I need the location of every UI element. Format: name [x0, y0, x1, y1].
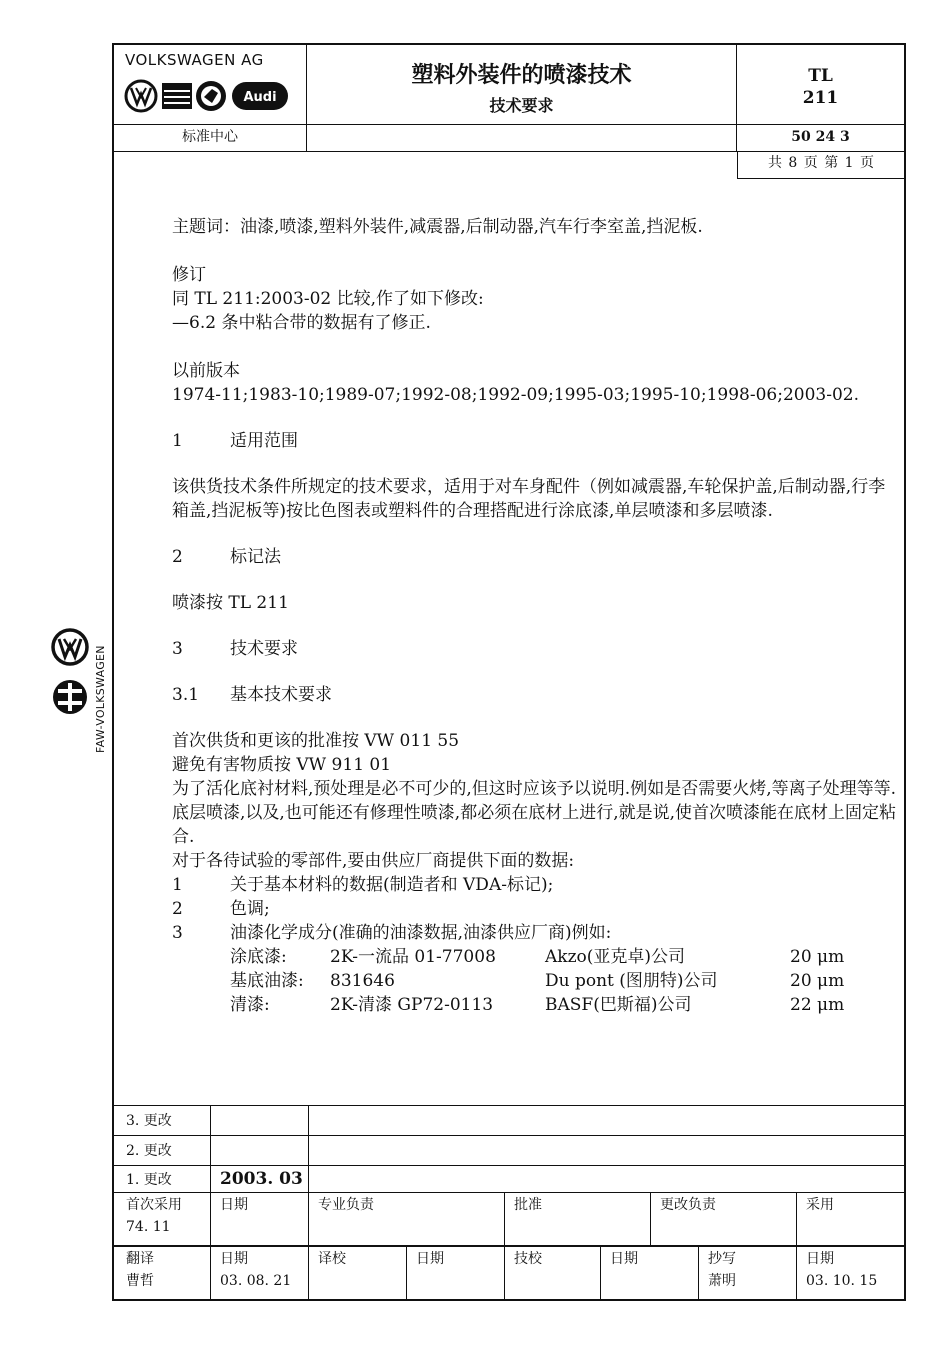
page-counter: 共 8 页 第 1 页 — [737, 151, 905, 179]
section-text: 喷漆按 TL 211 — [172, 593, 289, 613]
paint-thickness: 20 μm — [790, 947, 845, 967]
subsection-heading: 3.1 基本技术要求 — [172, 685, 332, 705]
previous-versions: 1974-11;1983-10;1989-07;1992-08;1992-09;1995-03;1995-10;1998-06;2003-02. — [172, 385, 859, 405]
vw-logo-icon — [126, 81, 156, 111]
faw-logo-icon — [53, 680, 87, 714]
translator-name: 曹哲 — [126, 1273, 154, 1289]
translate-date: 03. 08. 21 — [220, 1273, 292, 1289]
audi-logo-icon — [232, 82, 288, 110]
approval-label: 批准 — [514, 1197, 542, 1213]
paint-thickness: 20 μm — [790, 971, 845, 991]
first-use-date: 74. 11 — [126, 1219, 171, 1235]
doc-number: 50 24 3 — [791, 129, 850, 145]
vw-logo-icon — [53, 630, 87, 664]
list-item: 1 关于基本材料的数据(制造者和 VDA-标记); — [172, 875, 554, 895]
code-cell — [737, 45, 904, 124]
paint-type: 基底油漆: — [230, 971, 304, 991]
list-item: 2 色调; — [172, 899, 270, 919]
brand-cell — [114, 45, 307, 124]
seat-logo-icon — [162, 83, 192, 109]
header-row2 — [114, 124, 904, 152]
side-brand — [50, 617, 110, 757]
paint-supplier: BASF(巴斯福)公司 — [545, 995, 692, 1015]
body-line: 为了活化底衬材料,预处理是必不可少的,但这时应该予以说明.例如是否需要火烤,等离子处理等等. — [172, 779, 897, 799]
side-brand-text: FAW-VOLKSWAGEN — [94, 645, 107, 753]
body-line: 对于各待试验的零部件,要由供应厂商提供下面的数据: — [172, 851, 575, 871]
proofread-label: 译校 — [318, 1251, 346, 1267]
revision-line: 同 TL 211:2003-02 比较,作了如下修改: — [172, 289, 484, 309]
svg-text:Audi: Audi — [243, 90, 277, 105]
section-heading: 2 标记法 — [172, 547, 281, 567]
list-item: 3 油漆化学成分(准确的油漆数据,油漆供应厂商)例如: — [172, 923, 612, 943]
skoda-logo-icon — [196, 81, 226, 111]
doc-subtitle: 技术要求 — [489, 96, 554, 115]
body-line: 避免有害物质按 VW 911 01 — [172, 755, 392, 775]
code-line1: TL — [808, 66, 833, 86]
change-1-label: 1. 更改 — [126, 1172, 172, 1188]
paint-table — [172, 945, 902, 1017]
title-cell — [307, 45, 737, 124]
document-frame — [112, 43, 906, 1301]
paint-type: 涂底漆: — [230, 947, 287, 967]
first-use-label: 首次采用 — [126, 1197, 182, 1213]
section-text: 该供货技术条件所规定的技术要求，适用于对车身配件（例如减震器,车轮保护盖,后制动器,行李箱盖,挡泥板等)按比色图表或塑料件的合理搭配进行涂底漆,单层喷漆和多层喷漆. — [172, 477, 886, 521]
document-body — [172, 215, 902, 1017]
empty-cell — [307, 124, 737, 151]
tech-check-label: 技校 — [514, 1251, 542, 1267]
translate-label: 翻译 — [126, 1251, 154, 1267]
brand-logos — [124, 79, 296, 113]
date-label: 日期 — [220, 1197, 248, 1213]
section-heading: 3 技术要求 — [172, 639, 298, 659]
dept-label: 标准中心 — [114, 124, 307, 151]
date-label: 日期 — [220, 1251, 248, 1267]
previous-title: 以前版本 — [172, 361, 240, 381]
code-line2: 211 — [802, 88, 839, 108]
paint-thickness: 22 μm — [790, 995, 845, 1015]
change-3-label: 3. 更改 — [126, 1113, 172, 1129]
paint-supplier: Du pont (图朋特)公司 — [545, 971, 718, 991]
paint-type: 清漆: — [230, 995, 270, 1015]
keywords: 主题词：油漆,喷漆,塑料外装件,减震器,后制动器,汽车行李室盖,挡泥板. — [172, 217, 703, 237]
copier-name: 萧明 — [708, 1273, 736, 1289]
body-line: 首次供货和更该的批准按 VW 011 55 — [172, 731, 460, 751]
paint-supplier: Akzo(亚克卓)公司 — [545, 947, 686, 967]
responsible-label: 专业负责 — [318, 1197, 374, 1213]
copy-date: 03. 10. 15 — [806, 1273, 878, 1289]
change-2-label: 2. 更改 — [126, 1143, 172, 1159]
copy-label: 抄写 — [708, 1251, 736, 1267]
date-label: 日期 — [416, 1251, 444, 1267]
paint-product: 2K-清漆 GP72-0113 — [330, 995, 494, 1015]
paint-product: 831646 — [330, 971, 395, 991]
doc-title: 塑料外装件的喷漆技术 — [411, 62, 632, 88]
paint-product: 2K-一流品 01-77008 — [330, 947, 496, 967]
date-label: 日期 — [610, 1251, 638, 1267]
adopt-label: 采用 — [806, 1197, 834, 1213]
revision-line: —6.2 条中粘合带的数据有了修正. — [172, 313, 431, 333]
change-1-date: 2003. 03 — [220, 1169, 303, 1189]
date-label: 日期 — [806, 1251, 834, 1267]
body-line: 底层喷漆,以及,也可能还有修理性喷漆,都必须在底材上进行,就是说,使首次喷漆能在底材上固定粘合. — [172, 803, 897, 847]
change-responsible-label: 更改负责 — [660, 1197, 716, 1213]
header — [114, 45, 904, 125]
revision-title: 修订 — [172, 265, 206, 285]
company-name: VOLKSWAGEN AG — [125, 51, 264, 69]
section-heading: 1 适用范围 — [172, 431, 298, 451]
footer-table — [114, 1105, 904, 1300]
